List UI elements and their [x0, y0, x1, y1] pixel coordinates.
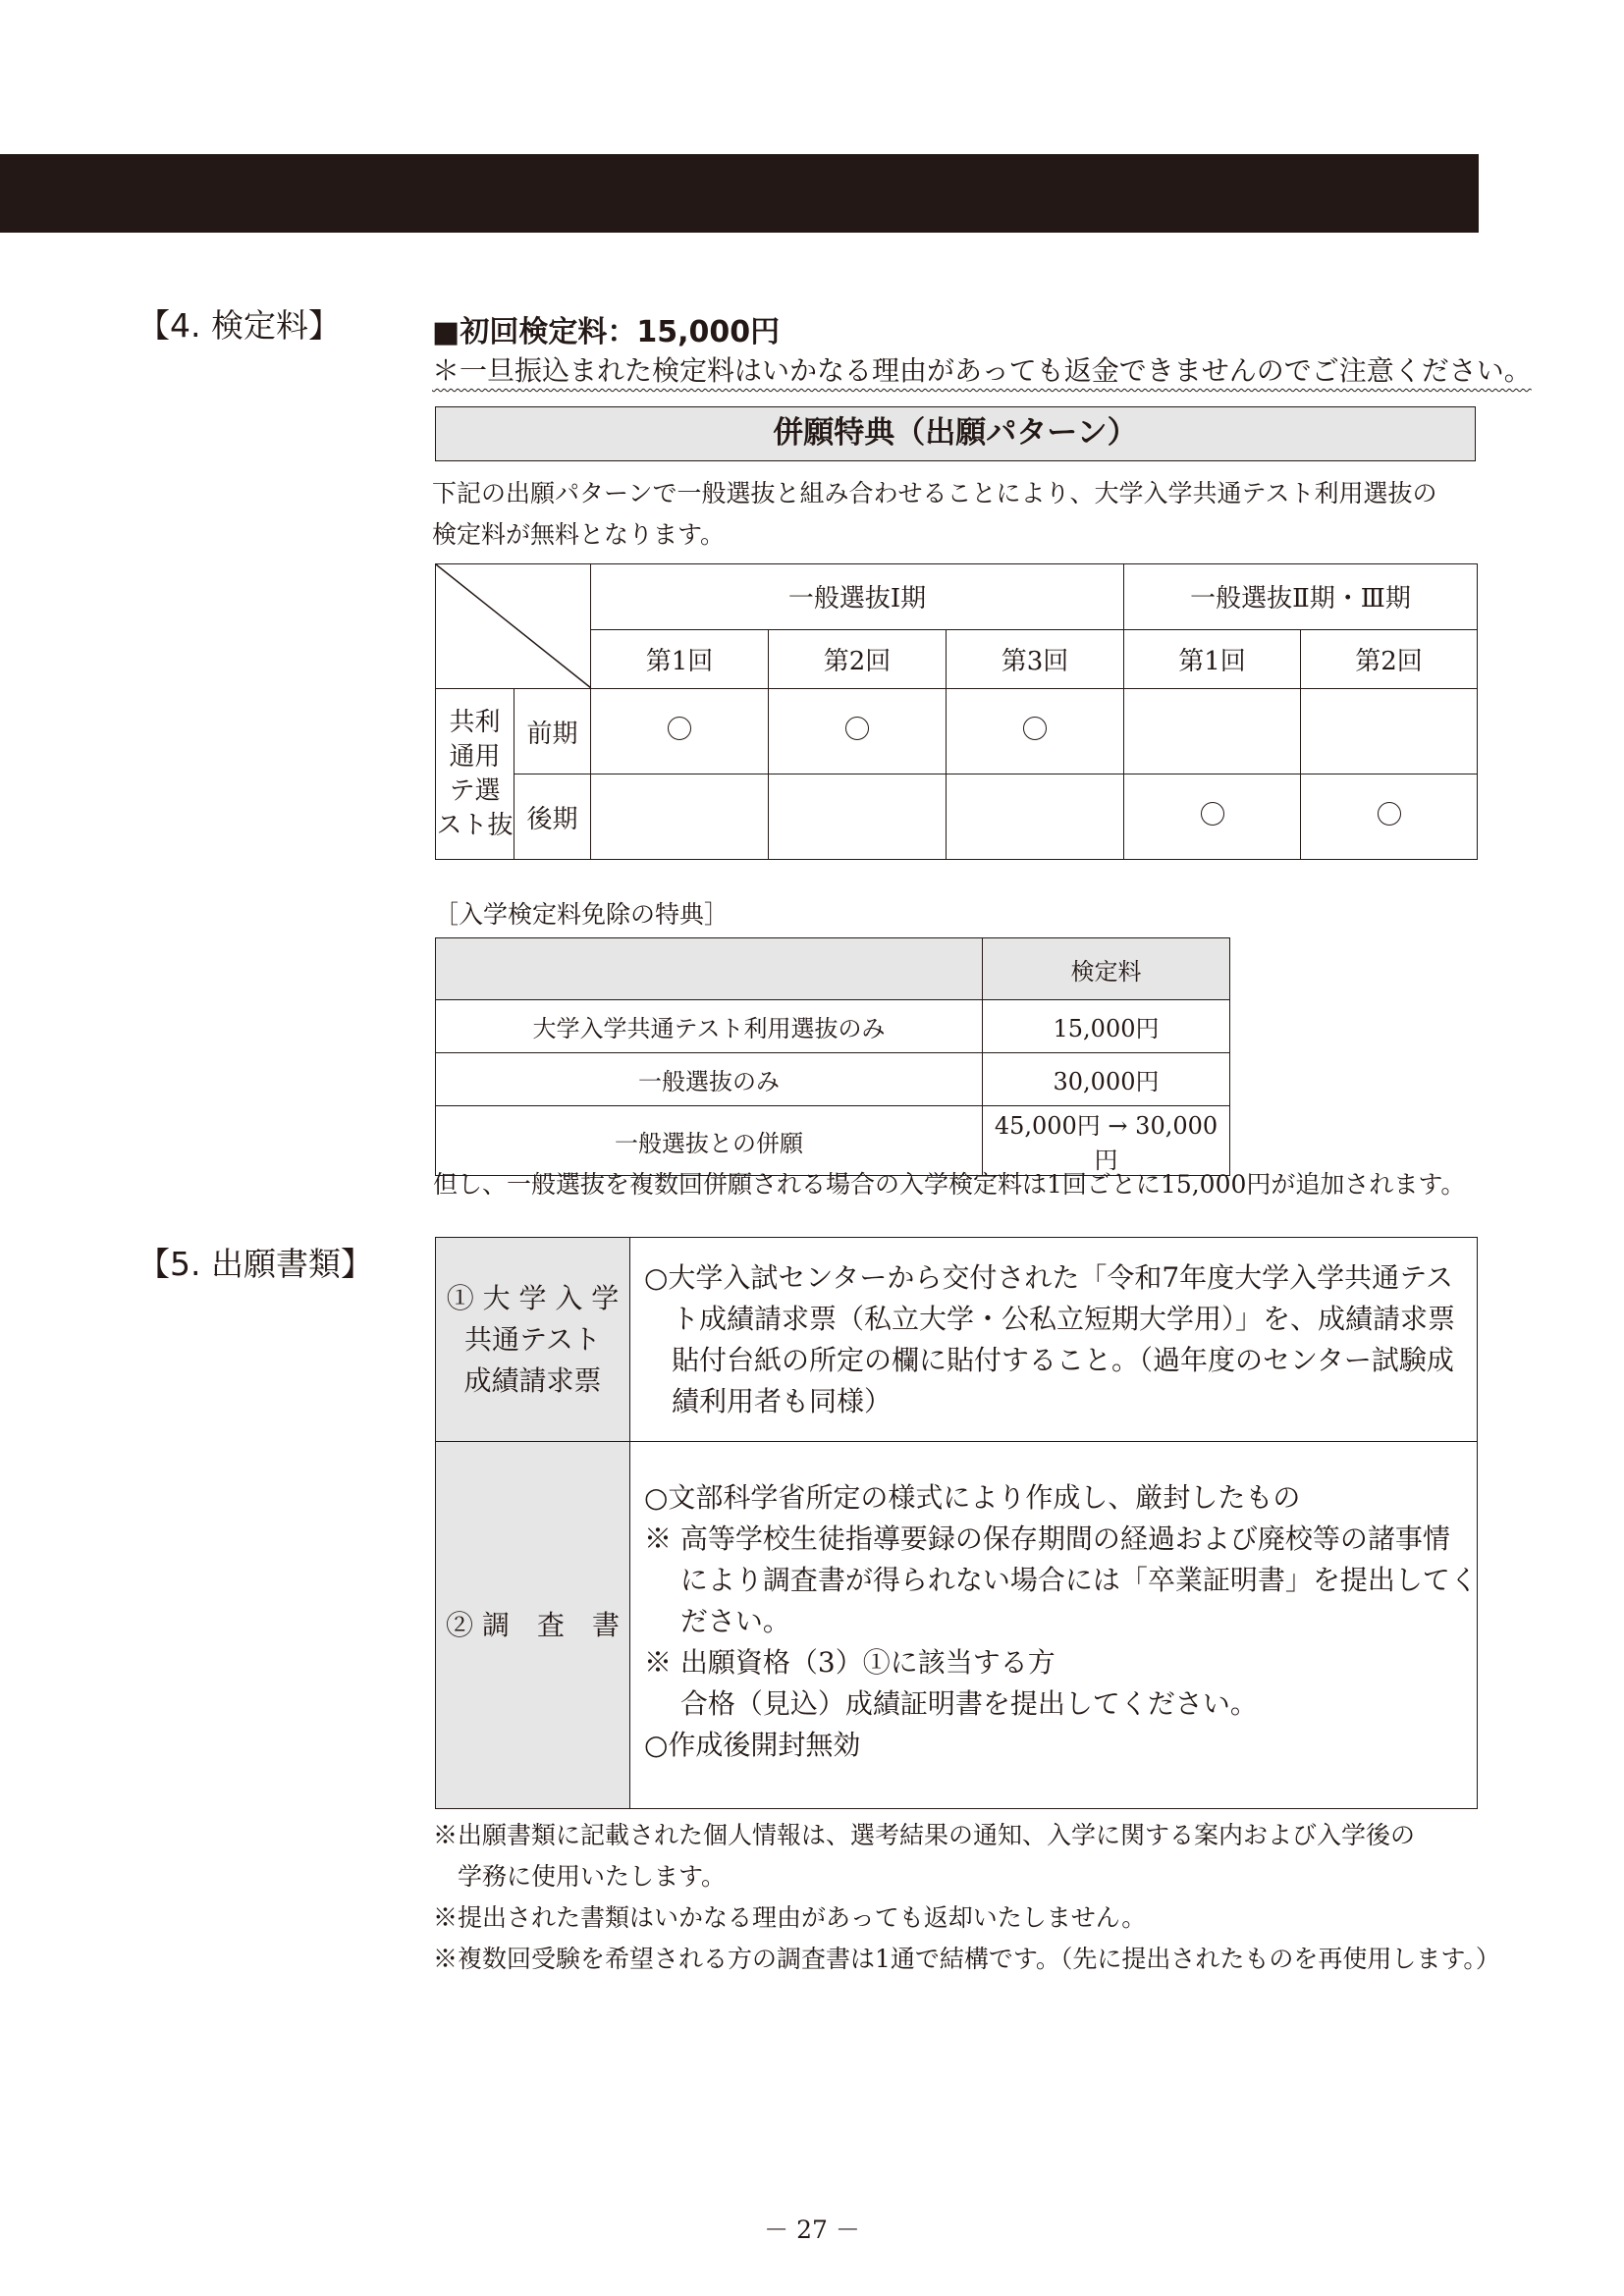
exemption-row-label: 一般選抜のみ — [436, 1053, 983, 1106]
doc-label-line: ② 調 査 書 — [446, 1608, 620, 1641]
pattern-cell — [769, 689, 947, 774]
circle-mark-icon — [1378, 802, 1401, 826]
pattern-cell — [1124, 689, 1301, 774]
exemption-row-fee: 30,000円 — [983, 1053, 1230, 1106]
group-label-line: スト抜 — [436, 810, 514, 840]
diagonal-line — [436, 564, 591, 688]
application-pattern-table — [435, 563, 1478, 860]
circle-mark-icon — [668, 717, 691, 740]
note-line: 学務に使用いたします。 — [433, 1862, 727, 1891]
doc-content-line: ○大学入試センターから交付された「令和7年度大学入学共通テス — [644, 1261, 1454, 1294]
exemption-fee-table — [435, 937, 1230, 1176]
exemption-caption: ［入学検定料免除の特典］ — [434, 900, 730, 929]
pattern-cell — [769, 774, 947, 860]
doc-content-line: ださい。 — [644, 1605, 790, 1637]
doc-content-line: 合格（見込）成績証明書を提出してください。 — [644, 1687, 1258, 1720]
doc-content-line: ※ 出願資格（3）①に該当する方 — [644, 1646, 1056, 1679]
doc-content-common-test — [630, 1238, 1478, 1442]
exemption-row-fee: 45,000円 → 30,000円 — [983, 1106, 1230, 1176]
exemption-row-label: 大学入学共通テスト利用選抜のみ — [436, 1000, 983, 1053]
page-number: － 27 － — [764, 2216, 860, 2244]
pattern-cell — [591, 689, 769, 774]
description-line: 検定料が無料となります。 — [432, 520, 726, 549]
round-header: 第2回 — [769, 629, 947, 688]
round-header: 第2回 — [1301, 629, 1478, 688]
doc-content-line: ○作成後開封無効 — [644, 1729, 861, 1761]
header-bar — [0, 154, 1479, 233]
circle-mark-icon — [1023, 717, 1047, 740]
doc-label-line: 共通テスト — [464, 1322, 601, 1356]
doc-label-line: ① 大 学 入 学 — [446, 1281, 620, 1314]
description-line: 下記の出願パターンで一般選抜と組み合わせることにより、大学入学共通テスト利用選抜の — [432, 479, 1437, 507]
diagonal-corner-cell — [436, 564, 591, 689]
row-label-first-term: 前期 — [514, 689, 591, 774]
application-documents-table — [435, 1237, 1478, 1809]
common-test-group-label — [436, 689, 514, 860]
circle-mark-icon — [845, 717, 869, 740]
doc-content-line: ○文部科学省所定の様式により作成し、厳封したもの — [644, 1481, 1301, 1514]
doc-content-transcript — [630, 1442, 1478, 1809]
refund-note-text: ＊一旦振込まれた検定料はいかなる理由があっても返金できませんのでご注意ください。 — [432, 354, 1532, 387]
doc-content-line: ※ 高等学校生徒指導要録の保存期間の経過および廃校等の諸事情 — [644, 1522, 1450, 1555]
doc-label-common-test — [436, 1238, 630, 1442]
pattern-cell — [591, 774, 769, 860]
doc-label-transcript — [436, 1442, 630, 1809]
note-line: ※提出された書類はいかなる理由があっても返却いたしません。 — [433, 1903, 1147, 1932]
initial-fee-title: ■初回検定料：15,000円 — [432, 315, 781, 349]
round-header: 第1回 — [1124, 629, 1301, 688]
doc-content-line: により調査書が得られない場合には「卒業証明書」を提出してく — [644, 1564, 1478, 1596]
additional-fee-note: 但し、一般選抜を複数回併願される場合の入学検定料は1回ごとに15,000円が追加されます。 — [433, 1170, 1466, 1199]
document-notes — [433, 1815, 1500, 1980]
combined-application-description — [432, 473, 1479, 556]
group-label-line: 共利 — [449, 707, 501, 737]
circle-mark-icon — [1201, 802, 1224, 826]
doc-label-line: 成績請求票 — [463, 1363, 602, 1397]
combined-application-heading: 併願特典（出願パターン） — [435, 406, 1476, 461]
round-header: 第3回 — [947, 629, 1124, 688]
group-label-line: 通用 — [449, 741, 501, 772]
exemption-row-label: 一般選抜との併願 — [436, 1106, 983, 1176]
pattern-cell — [1124, 774, 1301, 860]
exemption-row-fee: 15,000円 — [983, 1000, 1230, 1053]
pattern-cell — [947, 774, 1124, 860]
group-header-general-1: 一般選抜Ⅰ期 — [591, 564, 1124, 630]
pattern-cell — [1301, 774, 1478, 860]
exemption-header-blank — [436, 938, 983, 1000]
group-header-general-2-3: 一般選抜Ⅱ期・Ⅲ期 — [1124, 564, 1478, 630]
refund-note — [432, 349, 1532, 389]
doc-content-line: 貼付台紙の所定の欄に貼付すること。（過年度のセンター試験成 — [644, 1344, 1454, 1376]
section-4-label: 【4. 検定料】 — [137, 306, 341, 345]
section-5-label: 【5. 出願書類】 — [137, 1245, 373, 1283]
pattern-cell — [1301, 689, 1478, 774]
exemption-header-fee: 検定料 — [983, 938, 1230, 1000]
group-label-line: テ選 — [449, 775, 501, 806]
round-header: 第1回 — [591, 629, 769, 688]
doc-content-line: 績利用者も同様） — [644, 1385, 893, 1417]
row-label-second-term: 後期 — [514, 774, 591, 860]
note-line: ※出願書類に記載された個人情報は、選考結果の通知、入学に関する案内および入学後の — [433, 1821, 1416, 1849]
doc-content-line: ト成績請求票（私立大学・公私立短期大学用）」を、成績請求票 — [644, 1303, 1456, 1335]
note-line: ※複数回受験を希望される方の調査書は1通で結構です。（先に提出されたものを再使用します。） — [433, 1945, 1500, 1973]
pattern-cell — [947, 689, 1124, 774]
